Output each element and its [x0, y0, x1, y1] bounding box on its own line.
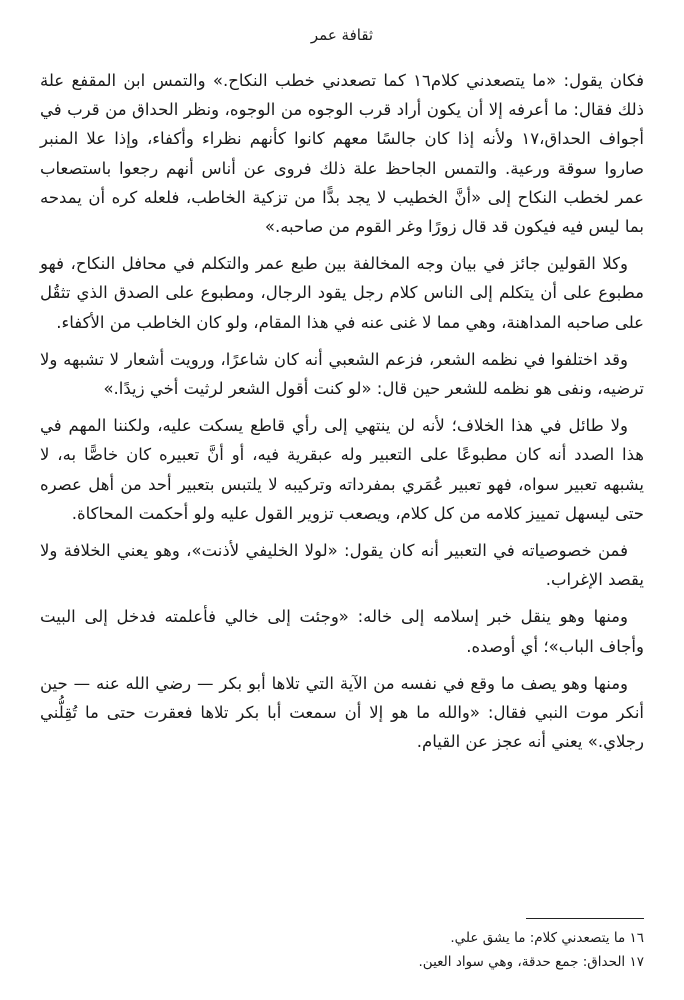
- paragraph: ومنها وهو ينقل خبر إسلامه إلى خاله: «وجئت إلى خالي فأعلمته فدخل إلى البيت وأجاف الباب»؛ أي أوصده.: [40, 607, 644, 656]
- footnote: ١٦ ما يتصعدني كلام: ما يشق علي.: [450, 930, 644, 946]
- paragraph: وقد اختلفوا في نظمه الشعر، فزعم الشعبي أنه كان شاعرًا، ورويت أشعار لا تشبهه ولا ترضيه، ونفى هو نظمه للشعر حين قال: «لو كنت أقول الشعر لرثيت أخي زيدًا.»: [40, 349, 644, 399]
- footnote: ١٧ الحداق: جمع حدقة، وهي سواد العين.: [418, 954, 644, 970]
- paragraph: ولا طائل في هذا الخلاف؛ لأنه لن ينتهي إلى رأي قاطع يسكت عليه، ولكننا المهم في هذا الصدد أنه كان مطبوعًا على التعبير وله عبقرية فيه، أو أنَّ تعبيره كان خاصًّا به، لا يشبهه تعبير سواه، فهو تعبير عُمَري بمفرداته وتركيبه لا يلتبس بتعبير أحد من أهل عصره حتى ليسهل تمييز كلامه من كل كلام، ويصعب تزوير القول عليه ولو أحكمت المحاكاة.: [40, 416, 644, 523]
- paragraph: وكلا القولين جائز في بيان وجه المخالفة بين طبع عمر والتكلم في محافل النكاح، فهو مطبوع على أن يتكلم إلى الناس كلام رجل يقود الرجال، ومطبوع على الصدق الذي تثقُل على صاحبه المداهنة، وهي مما لا غنى عنه في هذا المقام، ولو كان الخاطب من الأكفاء.: [40, 254, 644, 332]
- footnotes: [40, 926, 644, 974]
- footnote-separator: [526, 918, 644, 919]
- paragraph: فمن خصوصياته في التعبير أنه كان يقول: «لولا الخليفي لأذنت»، وهو يعني الخلافة ولا يقصد الإغراب.: [40, 541, 644, 590]
- paragraph: فكان يقول: «ما يتصعدني كلام١٦ كما تصعدني خطب النكاح.» والتمس ابن المقفع علة ذلك فقال: ما أعرفه إلا أن يكون أراد قرب الوجوه من الوجوه، ونظر الحداق من قرب في أجواف الحداق،١٧ ولأنه إذا كان جالسًا معهم كانوا كأنهم نظراء وأكفاء، وإذا علا المنبر صاروا سوقة ورعية. والتمس الجاحظ علة ذلك فروى عن أناس أنهم رجعوا باستصعاب عمر لخطب النكاح إلى «أنَّ الخطيب لا يجد بدًّا من تزكية الخاطب، فلعله كره أن يمدحه بما ليس فيه فيكون قد قال زورًا وغر القوم من صاحبه.»: [40, 71, 644, 237]
- running-header: ثقافة عمر: [310, 26, 374, 44]
- paragraph: ومنها وهو يصف ما وقع في نفسه من الآية التي تلاها أبو بكر — رضي الله عنه — حين أنكر موت النبي فقال: «والله ما هو إلا أن سمعت أبا بكر تلاها فعقرت حتى ما تُقِلُّني رجلاي.» يعني أنه عجز عن القيام.: [40, 673, 644, 752]
- page-body: [40, 66, 644, 764]
